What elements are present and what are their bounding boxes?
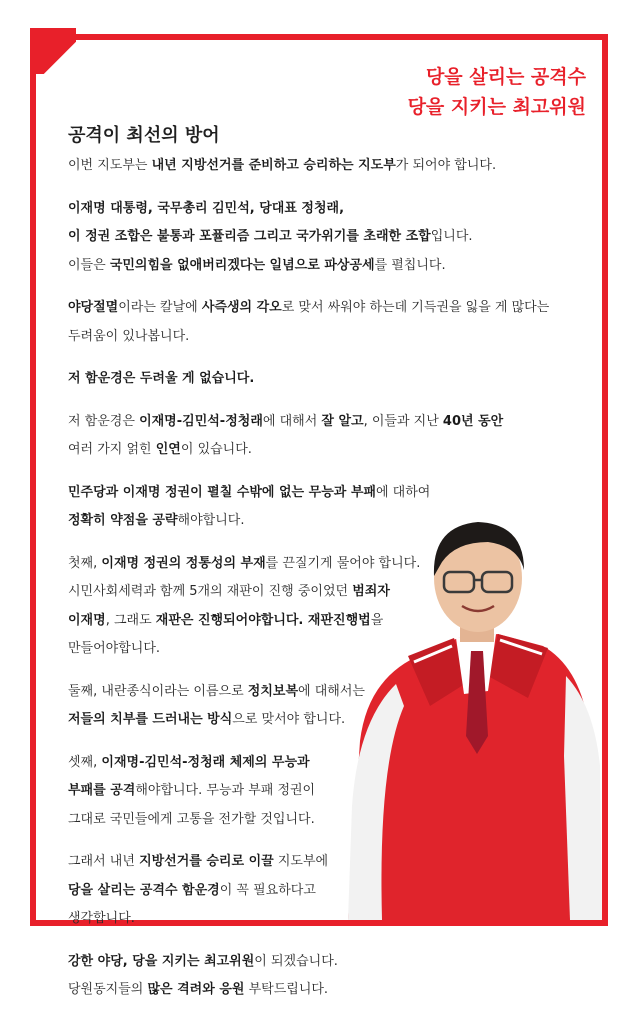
emphasis-text: 범죄자 bbox=[352, 584, 390, 599]
body-segment: 를 끈질기게 물어야 합니다. bbox=[265, 555, 421, 571]
emphasis-text: 이재명 bbox=[68, 612, 106, 628]
emphasis-text: 이재명 정권의 정통성의 부재 bbox=[101, 555, 266, 571]
body-segment: 그대로 국민들에게 고통을 전가할 것입니다. bbox=[68, 811, 315, 827]
emphasis-text: 부패를 공격 bbox=[68, 783, 136, 798]
body-segment: 이 되겠습니다. bbox=[254, 953, 338, 969]
emphasis-text: 사즉생의 각오 bbox=[201, 300, 282, 315]
body-segment: 에 대해서는 bbox=[298, 683, 365, 699]
body-segment: 여러 가지 얽힌 bbox=[68, 442, 156, 457]
paragraph bbox=[68, 152, 568, 181]
text-line bbox=[68, 948, 568, 977]
text-line bbox=[68, 152, 568, 181]
slogan-line-2: 당을 지키는 최고위원 bbox=[407, 96, 586, 118]
body-segment: 에 대해서 bbox=[262, 413, 322, 429]
body-segment: 이라는 칼날에 bbox=[118, 300, 202, 315]
text-line bbox=[68, 223, 568, 252]
body-segment: 에 대하여 bbox=[375, 484, 431, 500]
emphasis-text: 야당절멸 bbox=[68, 300, 119, 315]
text-line bbox=[68, 408, 568, 437]
slogan bbox=[408, 62, 586, 122]
body-segment: 해야합니다. 무능과 부패 정권이 bbox=[135, 783, 316, 798]
emphasis-text: 재판은 진행되어야합니다. 재판진행법 bbox=[155, 612, 371, 628]
paragraph bbox=[68, 195, 568, 281]
emphasis-text: 많은 격려와 응원 bbox=[147, 982, 245, 997]
body-segment: 로 맞서 싸워야 하는데 기득권을 잃을 게 많다는 bbox=[281, 300, 550, 315]
text-line bbox=[68, 294, 568, 323]
text-line bbox=[68, 252, 568, 281]
body-segment: 를 펼칩니다. bbox=[374, 257, 446, 273]
text-line bbox=[68, 365, 568, 394]
emphasis-text: 이재명 대통령, 국무총리 김민석, 당대표 정청래, bbox=[68, 200, 345, 216]
body-segment: 지도부에 bbox=[273, 854, 329, 869]
body-segment: 이 꼭 필요하다고 bbox=[219, 882, 316, 898]
slogan-line-1: 당을 살리는 공격수 bbox=[425, 66, 586, 88]
emphasis-text: 이재명-김민석-정청래 체제의 무능과 bbox=[101, 754, 310, 770]
emphasis-text: 강한 야당, 당을 지키는 최고위원 bbox=[68, 953, 255, 969]
emphasis-text: 이 정권 조합은 불통과 포퓰리즘 그리고 국가위기를 초래한 조합 bbox=[68, 229, 431, 244]
emphasis-text: 저들의 치부를 드러내는 방식 bbox=[68, 712, 233, 727]
emphasis-text: 국민의힘을 없애버리겠다는 일념으로 파상공세 bbox=[109, 257, 375, 273]
emphasis-text: 잘 알고 bbox=[321, 413, 364, 429]
body-segment: 첫째, bbox=[68, 555, 102, 571]
body-segment: 그래서 내년 bbox=[68, 854, 140, 869]
emphasis-text: 정치보복 bbox=[247, 683, 299, 699]
body-segment: , 이들과 지난 bbox=[363, 413, 443, 429]
body-segment: 셋째, bbox=[68, 754, 102, 770]
body-segment: , 그래도 bbox=[105, 612, 156, 628]
text-line bbox=[68, 195, 568, 224]
emphasis-text: 민주당과 이재명 정권이 펼칠 수밖에 없는 무능과 부패 bbox=[68, 484, 376, 500]
body-segment: 당원동지들의 bbox=[68, 982, 148, 997]
body-segment: 으로 맞서야 합니다. bbox=[232, 712, 346, 727]
body-segment: 둘째, 내란종식이라는 이름으로 bbox=[68, 683, 248, 699]
emphasis-text: 지방선거를 승리로 이끌 bbox=[139, 854, 274, 869]
body-segment: 저 함운경은 bbox=[68, 413, 140, 429]
emphasis-text: 내년 지방선거를 준비하고 승리하는 지도부 bbox=[151, 158, 396, 173]
emphasis-text: 당을 살리는 공격수 함운경 bbox=[68, 882, 220, 898]
paragraph bbox=[68, 408, 568, 465]
jacket-right-sleeve bbox=[564, 676, 602, 920]
paragraph bbox=[68, 294, 568, 351]
candidate-portrait bbox=[338, 506, 602, 920]
emphasis-text: 저 함운경은 두려울 게 없습니다. bbox=[68, 371, 255, 386]
body-segment: 시민사회세력과 함께 5개의 재판이 진행 중이었던 bbox=[68, 584, 353, 599]
paragraph bbox=[68, 948, 568, 1005]
body-segment: 두려움이 있나봅니다. bbox=[68, 328, 190, 344]
paragraph bbox=[68, 365, 568, 394]
body-segment: 이 있습니다. bbox=[180, 442, 252, 457]
body-segment: 가 되어야 합니다. bbox=[395, 158, 497, 173]
emphasis-text: 정확히 약점을 공략 bbox=[68, 513, 178, 528]
body-segment: 해야합니다. bbox=[177, 513, 245, 528]
emphasis-text: 인연 bbox=[155, 442, 181, 457]
body-segment: 이들은 bbox=[68, 257, 110, 273]
body-segment: 생각합니다. bbox=[68, 911, 135, 926]
emphasis-text: 40년 동안 bbox=[442, 413, 504, 429]
page-title: 공격이 최선의 방어 bbox=[68, 125, 220, 146]
body-segment: 입니다. bbox=[430, 229, 473, 244]
body-segment: 을 bbox=[370, 612, 384, 628]
body-segment: 부탁드립니다. bbox=[244, 982, 329, 997]
text-line bbox=[68, 323, 568, 352]
text-line bbox=[68, 976, 568, 1005]
text-line bbox=[68, 436, 568, 465]
body-segment: 만들어야합니다. bbox=[68, 641, 161, 656]
emphasis-text: 이재명-김민석-정청래 bbox=[139, 413, 263, 429]
text-line bbox=[68, 479, 568, 508]
body-segment: 이번 지도부는 bbox=[68, 158, 152, 173]
